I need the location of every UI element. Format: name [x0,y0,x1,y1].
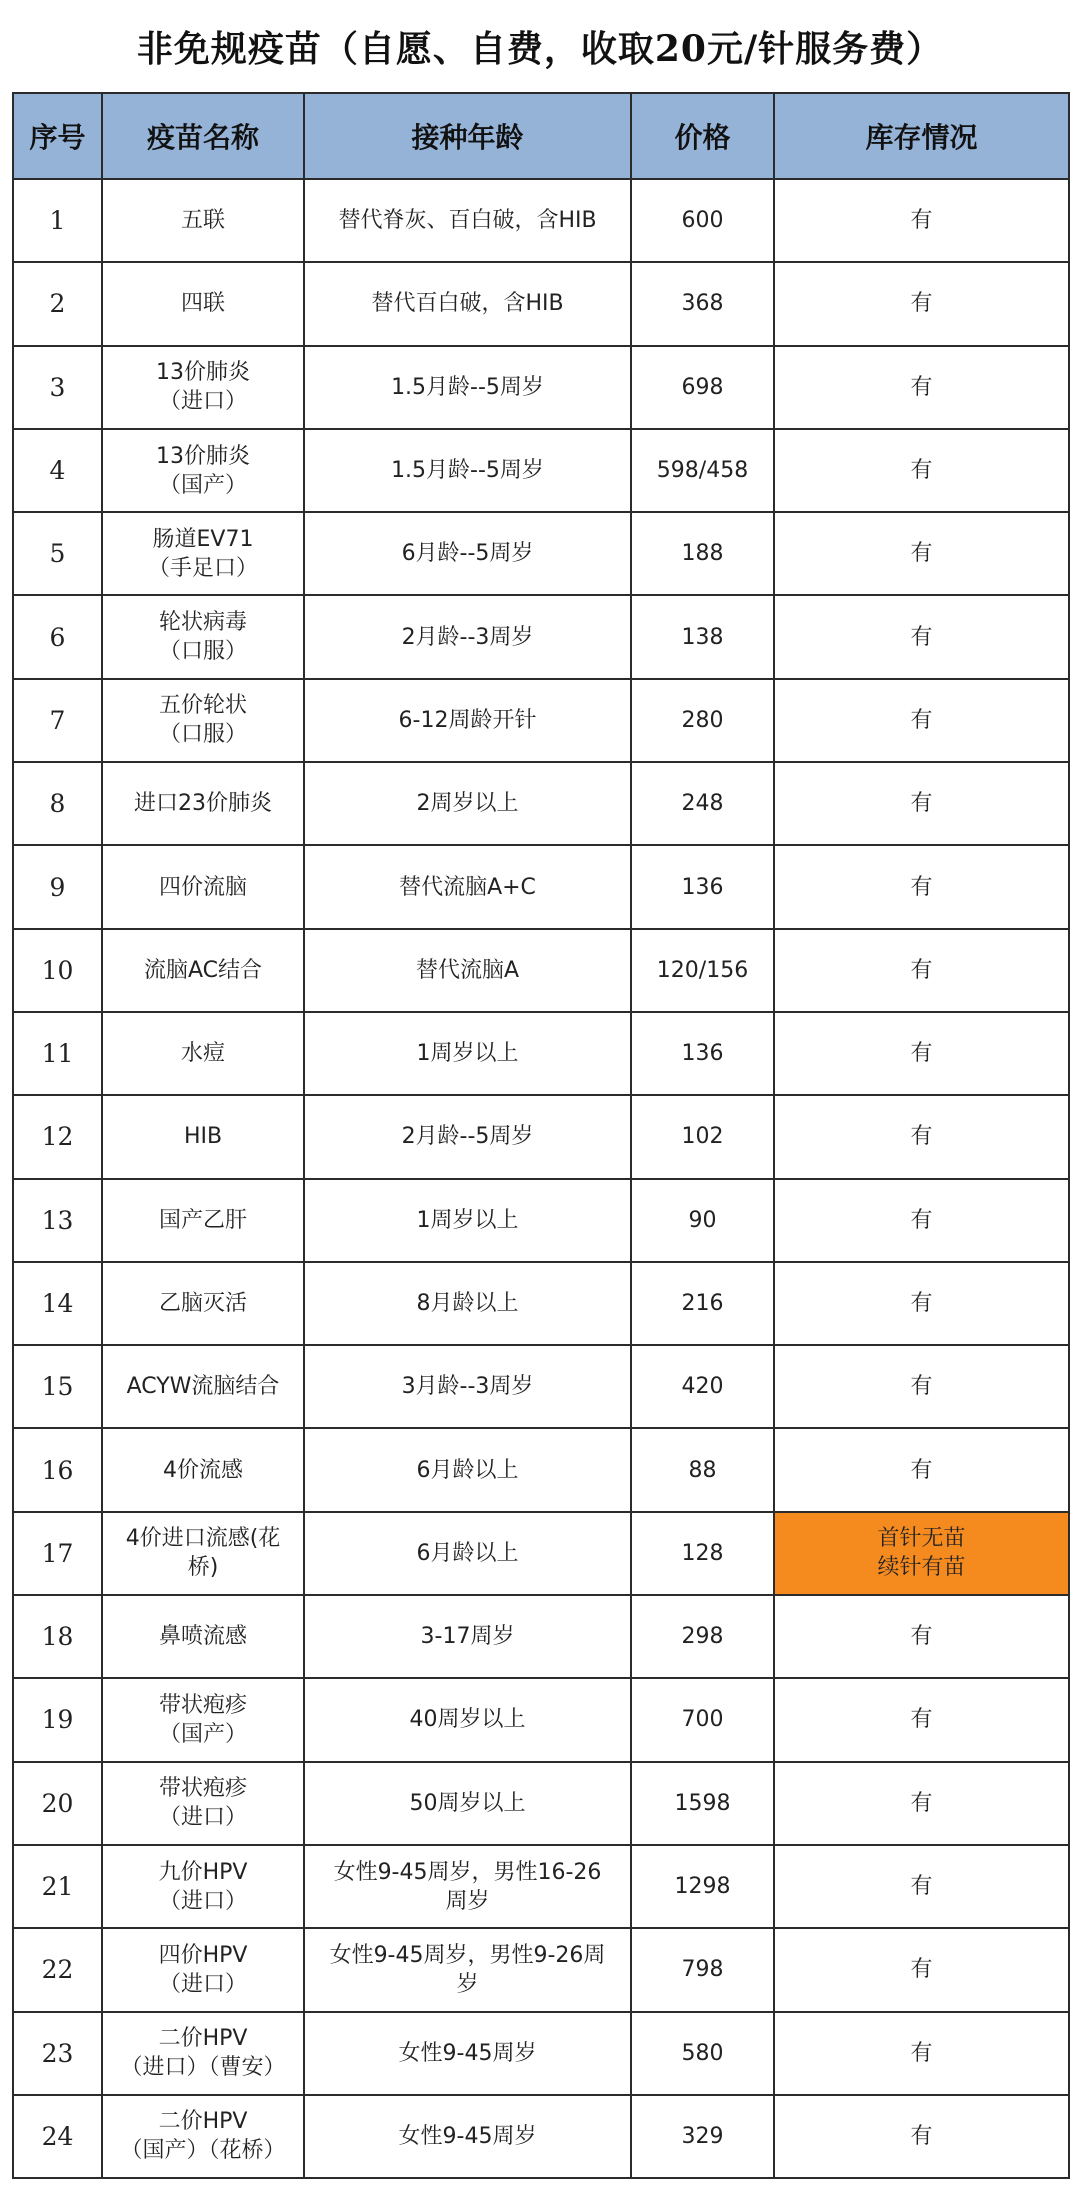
cell-age [304,262,631,345]
cell-stock [774,262,1069,345]
cell-age [304,1928,631,2011]
cell-vaccine-name [102,929,304,1012]
cell-stock [774,2095,1069,2178]
cell-vaccine-name [102,346,304,429]
cell-vaccine-name-line: 4价流感 [163,1457,243,1483]
cell-price: 580 [631,2012,774,2095]
header-price: 价格 [631,93,774,179]
cell-age-line: 6月龄--5周岁 [401,541,534,567]
cell-stock-line: 有 [910,1374,933,1400]
cell-stock [774,1595,1069,1678]
cell-age [304,1512,631,1595]
vaccine-table [12,92,1070,2179]
cell-index: 21 [13,1845,102,1928]
table-row [13,929,1069,1012]
table-row [13,1512,1069,1595]
cell-stock-line: 有 [910,1457,933,1483]
cell-vaccine-name-line: 桥) [187,1555,219,1581]
cell-index: 9 [13,845,102,928]
cell-age-line: 6月龄以上 [416,1457,519,1483]
table-body [13,179,1069,2178]
cell-vaccine-name [102,1845,304,1928]
cell-age [304,1845,631,1928]
cell-stock-line: 有 [910,1207,933,1233]
table-row [13,1095,1069,1178]
cell-index: 23 [13,2012,102,2095]
cell-vaccine-name [102,1428,304,1511]
cell-vaccine-name [102,1928,304,2011]
cell-stock-line: 有 [910,1874,933,1900]
cell-price: 248 [631,762,774,845]
table-row [13,1262,1069,1345]
cell-stock [774,1428,1069,1511]
cell-price: 798 [631,1928,774,2011]
cell-age [304,346,631,429]
cell-age [304,845,631,928]
cell-stock [774,929,1069,1012]
cell-age [304,1428,631,1511]
cell-age-line: 周岁 [445,1888,490,1914]
cell-stock-line: 有 [910,957,933,983]
table-row [13,1928,1069,2011]
cell-vaccine-name [102,679,304,762]
cell-age-line: 2周岁以上 [416,791,519,817]
table-row [13,1345,1069,1428]
cell-age-line: 女性9-45周岁，男性16-26 [333,1859,602,1885]
cell-vaccine-name [102,512,304,595]
cell-age [304,929,631,1012]
cell-vaccine-name-line: 乙脑灭活 [158,1291,247,1316]
table-row [13,1012,1069,1095]
cell-vaccine-name-line: （进口） [158,389,247,415]
cell-vaccine-name-line: 二价HPV [158,2026,248,2052]
cell-age [304,179,631,262]
cell-vaccine-name [102,1512,304,1595]
table-row [13,1845,1069,1928]
cell-index: 24 [13,2095,102,2178]
table-row [13,262,1069,345]
cell-stock-line: 有 [910,624,933,650]
cell-age [304,1345,631,1428]
cell-stock [774,346,1069,429]
cell-price: 102 [631,1095,774,1178]
cell-stock [774,679,1069,762]
cell-stock-line: 有 [910,2123,933,2149]
table-row [13,179,1069,262]
cell-age [304,679,631,762]
cell-age-line: 女性9-45周岁 [398,2040,537,2066]
cell-index: 18 [13,1595,102,1678]
cell-vaccine-name-line: 五价轮状 [158,693,247,719]
cell-age-line: 50周岁以上 [409,1790,526,1816]
cell-vaccine-name-line: 带状疱疹 [158,1692,247,1718]
cell-vaccine-name [102,429,304,512]
cell-vaccine-name-line: 4价进口流感(花 [125,1526,281,1552]
table-row [13,346,1069,429]
cell-index: 17 [13,1512,102,1595]
cell-price: 368 [631,262,774,345]
cell-age-line: 8月龄以上 [416,1291,519,1316]
cell-stock-line: 有 [910,1624,933,1650]
cell-vaccine-name-line: 带状疱疹 [158,1776,247,1802]
cell-price: 600 [631,179,774,262]
cell-vaccine-name [102,2095,304,2178]
cell-age-line: 岁 [456,1971,479,1997]
header-index: 序号 [13,93,102,179]
cell-age-line: 1周岁以上 [416,1207,519,1233]
cell-age [304,1762,631,1845]
cell-stock-line: 有 [910,1790,933,1816]
cell-price: 420 [631,1345,774,1428]
cell-age-line: 3月龄--3周岁 [401,1374,534,1400]
cell-stock [774,1845,1069,1928]
cell-index: 12 [13,1095,102,1178]
cell-stock-line: 有 [910,1957,933,1983]
cell-index: 13 [13,1179,102,1262]
cell-stock [774,512,1069,595]
cell-vaccine-name-line: 进口23价肺炎 [134,791,272,817]
cell-age-line: 6-12周龄开针 [398,707,537,733]
cell-index: 10 [13,929,102,1012]
cell-stock [774,1012,1069,1095]
cell-vaccine-name [102,1095,304,1178]
cell-stock-line: 有 [910,1041,933,1067]
table-row [13,1428,1069,1511]
cell-index: 7 [13,679,102,762]
header-vaccine-name: 疫苗名称 [102,93,304,179]
cell-age-line: 1周岁以上 [416,1041,519,1067]
table-row [13,2095,1069,2178]
cell-age [304,595,631,678]
cell-stock-line: 续针有苗 [877,1555,966,1581]
cell-index: 8 [13,762,102,845]
cell-vaccine-name [102,2012,304,2095]
cell-stock-line: 有 [910,541,933,567]
cell-stock [774,1928,1069,2011]
cell-age [304,512,631,595]
cell-age-line: 2月龄--3周岁 [401,624,534,650]
cell-stock [774,1762,1069,1845]
cell-age-line: 1.5月龄--5周岁 [391,374,544,400]
cell-vaccine-name-line: 四价流脑 [158,874,247,900]
cell-vaccine-name [102,179,304,262]
cell-vaccine-name [102,1678,304,1761]
cell-vaccine-name [102,1345,304,1428]
cell-age [304,429,631,512]
cell-age-line: 替代脊灰、百白破，含HIB [338,208,597,234]
cell-age [304,2012,631,2095]
cell-stock-line: 有 [910,791,933,817]
cell-age-line: 替代百白破，含HIB [371,291,564,317]
cell-age-line: 1.5月龄--5周岁 [391,458,544,484]
cell-stock [774,1512,1069,1595]
cell-vaccine-name-line: （国产） [158,1721,247,1747]
cell-vaccine-name-line: 五联 [180,208,225,234]
cell-stock [774,1262,1069,1345]
cell-index: 22 [13,1928,102,2011]
cell-price: 188 [631,512,774,595]
cell-stock [774,845,1069,928]
cell-index: 5 [13,512,102,595]
cell-price: 128 [631,1512,774,1595]
table-row [13,1179,1069,1262]
table-row [13,1678,1069,1761]
cell-price: 329 [631,2095,774,2178]
cell-age-line: 女性9-45周岁，男性9-26周 [329,1942,606,1968]
cell-age-line: 40周岁以上 [409,1707,526,1733]
cell-age [304,1595,631,1678]
cell-age-line: 6月龄以上 [416,1540,519,1566]
table-row [13,1595,1069,1678]
cell-index: 16 [13,1428,102,1511]
cell-stock-line: 有 [910,874,933,900]
cell-price: 298 [631,1595,774,1678]
cell-vaccine-name-line: （手足口） [147,555,258,581]
cell-index: 2 [13,262,102,345]
cell-vaccine-name-line: 轮状病毒 [158,610,247,636]
cell-price: 1298 [631,1845,774,1928]
cell-index: 15 [13,1345,102,1428]
cell-stock-line: 有 [910,1291,933,1316]
cell-vaccine-name-line: 二价HPV [158,2109,248,2135]
cell-vaccine-name-line: （进口） [158,1888,247,1914]
cell-vaccine-name-line: 四价HPV [158,1942,248,1968]
cell-stock-line: 有 [910,458,933,484]
cell-price: 120/156 [631,929,774,1012]
table-row [13,845,1069,928]
cell-vaccine-name [102,1595,304,1678]
cell-age [304,2095,631,2178]
table-row [13,762,1069,845]
cell-age [304,762,631,845]
cell-price: 280 [631,679,774,762]
cell-age [304,1678,631,1761]
cell-index: 1 [13,179,102,262]
cell-age-line: 女性9-45周岁 [398,2123,537,2149]
header-stock: 库存情况 [774,93,1069,179]
cell-stock [774,179,1069,262]
cell-vaccine-name [102,262,304,345]
cell-age [304,1095,631,1178]
cell-price: 698 [631,346,774,429]
cell-price: 598/458 [631,429,774,512]
cell-index: 14 [13,1262,102,1345]
cell-vaccine-name [102,1179,304,1262]
cell-vaccine-name-line: （国产）（花桥） [120,2138,286,2164]
cell-vaccine-name [102,1262,304,1345]
header-age: 接种年龄 [304,93,631,179]
cell-age [304,1012,631,1095]
cell-vaccine-name-line: （进口） [158,1971,247,1997]
cell-stock [774,1095,1069,1178]
table-row [13,595,1069,678]
table-row [13,2012,1069,2095]
table-row [13,429,1069,512]
cell-vaccine-name-line: ACYW流脑结合 [126,1374,280,1400]
cell-age-line: 替代流脑A+C [399,874,536,900]
cell-vaccine-name-line: HIB [183,1124,223,1150]
cell-stock [774,1345,1069,1428]
cell-age [304,1262,631,1345]
cell-stock-line: 有 [910,2040,933,2066]
table-row [13,679,1069,762]
cell-stock-line: 有 [910,707,933,733]
cell-age-line: 替代流脑A [415,957,520,983]
cell-vaccine-name-line: 水痘 [180,1041,225,1067]
cell-index: 20 [13,1762,102,1845]
cell-vaccine-name-line: 四联 [180,291,225,317]
cell-stock [774,762,1069,845]
cell-stock [774,595,1069,678]
cell-price: 138 [631,595,774,678]
cell-vaccine-name-line: 九价HPV [158,1859,248,1885]
cell-vaccine-name [102,595,304,678]
cell-price: 136 [631,1012,774,1095]
cell-index: 11 [13,1012,102,1095]
cell-vaccine-name-line: （国产） [158,472,247,498]
cell-stock [774,1678,1069,1761]
cell-vaccine-name-line: 鼻喷流感 [158,1624,247,1650]
cell-stock-line: 有 [910,291,933,317]
cell-price: 136 [631,845,774,928]
cell-vaccine-name-line: 流脑AC结合 [143,957,263,983]
cell-index: 4 [13,429,102,512]
cell-index: 19 [13,1678,102,1761]
table-row [13,512,1069,595]
cell-stock-line: 有 [910,208,933,234]
cell-price: 1598 [631,1762,774,1845]
cell-vaccine-name [102,845,304,928]
cell-vaccine-name-line: 肠道EV71 [152,526,254,552]
cell-price: 700 [631,1678,774,1761]
cell-stock [774,429,1069,512]
table-row [13,1762,1069,1845]
cell-stock-line: 首针无苗 [877,1526,966,1552]
cell-vaccine-name-line: 13价肺炎 [156,443,250,469]
cell-vaccine-name-line: 国产乙肝 [158,1207,247,1233]
cell-vaccine-name [102,1012,304,1095]
cell-vaccine-name-line: 13价肺炎 [156,360,250,386]
cell-vaccine-name-line: （进口）（曹安） [120,2055,286,2081]
cell-vaccine-name [102,762,304,845]
cell-index: 3 [13,346,102,429]
cell-price: 90 [631,1179,774,1262]
cell-vaccine-name-line: （口服） [158,639,247,665]
cell-stock-line: 有 [910,1124,933,1150]
cell-vaccine-name-line: （口服） [158,722,247,748]
cell-index: 6 [13,595,102,678]
cell-price: 88 [631,1428,774,1511]
cell-age [304,1179,631,1262]
cell-vaccine-name-line: （进口） [158,1805,247,1831]
cell-stock [774,1179,1069,1262]
cell-stock-line: 有 [910,1707,933,1733]
table-header-row [13,93,1069,179]
cell-age-line: 3-17周岁 [420,1624,515,1650]
cell-stock [774,2012,1069,2095]
cell-price: 216 [631,1262,774,1345]
cell-vaccine-name [102,1762,304,1845]
cell-age-line: 2月龄--5周岁 [401,1124,534,1150]
cell-stock-line: 有 [910,374,933,400]
page-title: 非免规疫苗（自愿、自费，收取20元/针服务费） [136,27,944,70]
